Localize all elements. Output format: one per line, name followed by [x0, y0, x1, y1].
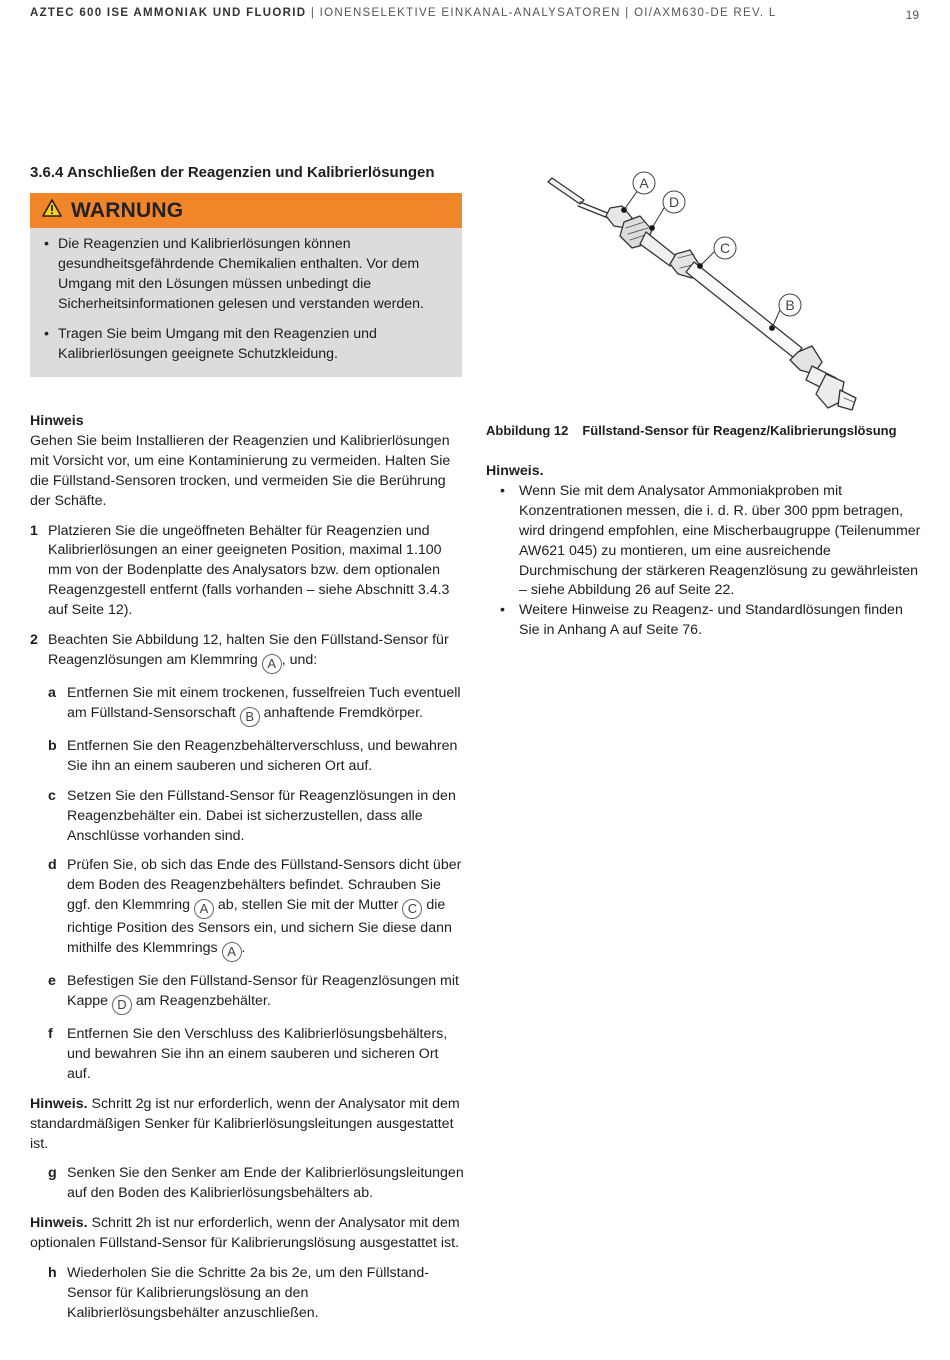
- bullet: •: [500, 482, 505, 499]
- substep-h: [30, 1264, 464, 1324]
- callout-a-marker: A: [222, 942, 242, 962]
- warning-body: [30, 228, 462, 377]
- substep-letter: d: [48, 857, 57, 874]
- substep-letter: c: [48, 787, 56, 804]
- substep-text-part: am Reagenzbehälter.: [131, 993, 271, 1010]
- warning-triangle-icon: [42, 199, 62, 222]
- warning-item-text: Tragen Sie beim Umgang mit den Reagenzien und Kalibrierlösungen geeignete Schutzkleidung.: [58, 326, 377, 362]
- bullet: •: [44, 236, 49, 252]
- callout-d-marker: D: [112, 995, 132, 1015]
- callout-a-marker: A: [262, 654, 282, 674]
- page-number: 19: [905, 8, 919, 22]
- hint-block: [30, 1095, 464, 1155]
- substep-a: [30, 684, 464, 727]
- substep-text: Entfernen Sie den Verschluss des Kalibrierlösungsbehälters, und bewahren Sie ihn an einem sauberen und sicheren Ort auf.: [67, 1026, 448, 1082]
- substep-text: Senken Sie den Senker am Ende der Kalibrierlösungsleitungen auf den Boden des Kalibrierlösungsbehälters ab.: [67, 1165, 464, 1202]
- substep-f: [30, 1025, 464, 1085]
- warning-title: WARNUNG: [71, 198, 184, 222]
- header-category: IONENSELEKTIVE EINKANAL-ANALYSATOREN: [319, 7, 621, 19]
- hint-list-text: Wenn Sie mit dem Analysator Ammoniakproben mit Konzentrationen messen, die i. d. R. über 300 ppm betragen, wird dringend empfohlen, eine Mischerbaugruppe (Teilenummer AW621 045) zu montieren, um eine ausreichende Durchmischung der stärkeren Reagenzlösung zu gewährleisten – siehe Abbildung 26 auf Seite 22.: [519, 482, 921, 599]
- header-product: AZTEC 600 ISE AMMONIAK UND FLUORID: [30, 7, 307, 19]
- bullet: •: [500, 602, 505, 619]
- warning-box: [30, 193, 462, 377]
- substep-text: Wiederholen Sie die Schritte 2a bis 2e, um den Füllstand-Sensor für Kalibrierungslösung an den Kalibrierlösungsbehälter anzuschließen.: [67, 1265, 429, 1321]
- substep-letter: e: [48, 973, 56, 990]
- hint-label: Hinweis.: [30, 1095, 88, 1112]
- hint-block: [30, 1214, 464, 1254]
- substep-letter: b: [48, 737, 57, 754]
- header-separator: |: [620, 7, 635, 19]
- substep-letter: h: [48, 1265, 57, 1282]
- substep-text: [67, 856, 464, 962]
- substep-text: [67, 684, 464, 727]
- substep-g: [30, 1164, 464, 1204]
- callout-b-marker: B: [240, 707, 260, 727]
- warning-item: [44, 234, 448, 314]
- callout-b-label: B: [785, 297, 795, 313]
- substep-text: Setzen Sie den Füllstand-Sensor für Reagenzlösungen in den Reagenzbehälter ein. Dabei ist sicherzustellen, dass alle Anschlüsse vorhanden sind.: [67, 787, 456, 844]
- substep-c: [30, 787, 464, 847]
- substep-text-part: Prüfen Sie, ob sich das Ende des Füllstand-Sensors dicht über dem Boden des Reagenzbehälters befindet. Schrauben Sie ggf. den Klemmring: [67, 857, 462, 914]
- substep-text-part: Befestigen Sie den Füllstand-Sensor für Reagenzlösungen mit Kappe: [67, 973, 459, 1010]
- hint-list-item: [486, 482, 922, 601]
- section-title: 3.6.4 Anschließen der Reagenzien und Kalibrierlösungen: [30, 164, 435, 181]
- substep-text-part: Entfernen Sie mit einem trockenen, fusselfreien Tuch eventuell am Füllstand-Sensorschaft: [67, 684, 461, 721]
- substep-letter: f: [48, 1026, 53, 1043]
- callout-d-label: D: [668, 194, 680, 210]
- hint-title: Hinweis: [30, 413, 84, 429]
- substep-text: [67, 972, 464, 1015]
- hint-title: Hinweis.: [486, 463, 544, 479]
- figure-caption: [486, 423, 926, 438]
- step-number: 2: [30, 632, 38, 649]
- substep-text-part: .: [241, 940, 246, 957]
- hint-text: Gehen Sie beim Installieren der Reagenzien und Kalibrierlösungen mit Vorsicht vor, um eine Kontaminierung zu vermeiden. Halten Sie die Füllstand-Sensoren trocken, und vermeiden Sie die Berührung der Schäfte.: [30, 432, 451, 509]
- hint-block: [30, 412, 464, 512]
- step-2: [30, 631, 464, 674]
- step-text: Platzieren Sie die ungeöffneten Behälter für Reagenzien und Kalibrierlösungen an einer geeigneten Position, maximal 1.100 mm von der Bodenplatte des Analysators bzw. dem optionalen Reagenzgestell entfernt (falls vorhanden – siehe Abschnitt 3.4.3 auf Seite 12).: [48, 522, 450, 619]
- substep-d: [30, 856, 464, 962]
- header-separator: |: [306, 7, 320, 19]
- hint-label: Hinweis.: [30, 1215, 88, 1232]
- header-doc-id: OI/AXM630-DE REV. L: [634, 7, 777, 19]
- level-sensor-drawing: [540, 170, 870, 418]
- hint-text: Schritt 2g ist nur erforderlich, wenn der Analysator mit dem standardmäßigen Senker für Kalibrierlösungsleitungen ausgestattet ist.: [30, 1095, 460, 1152]
- level-sensor-figure: [540, 170, 870, 418]
- step-text: [48, 631, 464, 674]
- callout-c-marker: C: [402, 899, 422, 919]
- step-number: 1: [30, 522, 38, 539]
- warning-item: [44, 324, 448, 364]
- hint-text: Schritt 2h ist nur erforderlich, wenn der Analysator mit dem optionalen Füllstand-Sensor für Kalibrierungslösung ausgestattet ist.: [30, 1215, 460, 1252]
- callout-a-marker: A: [194, 899, 214, 919]
- step-1: [30, 522, 464, 622]
- hint-list-text: Weitere Hinweise zu Reagenz- und Standardlösungen finden Sie in Anhang A auf Seite 76.: [519, 602, 903, 639]
- left-column: [30, 412, 464, 1334]
- substep-text-part: ab, stellen Sie mit der Mutter: [213, 897, 403, 914]
- substep-e: [30, 972, 464, 1015]
- step-text-part: Beachten Sie Abbildung 12, halten Sie den Füllstand-Sensor für Reagenzlösungen am Klemmring: [48, 632, 449, 668]
- figure-caption-text: Füllstand-Sensor für Reagenz/Kalibrierungslösung: [582, 423, 897, 438]
- warning-header: [30, 193, 462, 228]
- substep-b: [30, 737, 464, 777]
- substep-text: Entfernen Sie den Reagenzbehälterverschluss, und bewahren Sie ihn an einem sauberen und sicheren Ort auf.: [67, 737, 458, 774]
- substep-letter: a: [48, 684, 56, 701]
- warning-item-text: Die Reagenzien und Kalibrierlösungen können gesundheitsgefährdende Chemikalien enthalten. Vor dem Umgang mit den Lösungen müssen unbedingt die Sicherheitsinformationen gelesen und verstanden werden.: [58, 236, 424, 312]
- right-column: [486, 462, 922, 641]
- substep-text-part: anhaftende Fremdkörper.: [259, 704, 423, 721]
- substep-text-part: die richtige Position des Sensors ein, und sichern Sie diese dann mithilfe des Klemmrings: [67, 897, 452, 957]
- bullet: •: [44, 326, 49, 342]
- figure-label: Abbildung 12: [486, 423, 569, 438]
- callout-a-label: A: [639, 175, 649, 191]
- running-header: [30, 7, 920, 19]
- substep-letter: g: [48, 1165, 57, 1182]
- hint-list-item: [486, 601, 922, 641]
- callout-c-label: C: [719, 240, 731, 256]
- step-text-part: , und:: [281, 651, 318, 668]
